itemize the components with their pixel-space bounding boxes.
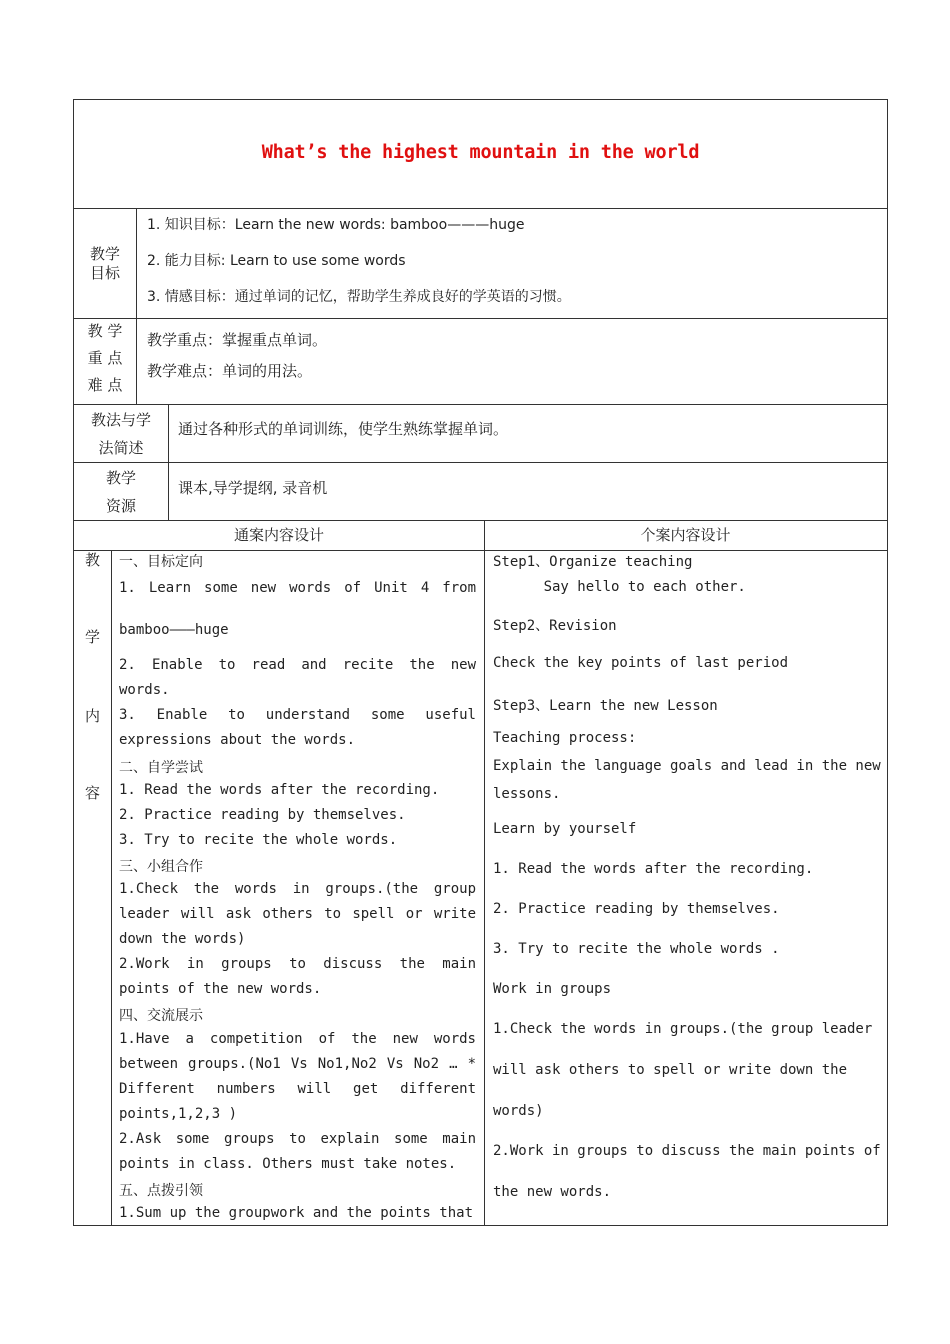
individual-line: Step3、Learn the new Lesson (493, 698, 718, 714)
key-points-label-line: 教 学 (87, 322, 123, 340)
content-label-char: 教 (84, 551, 100, 569)
goal-knowledge-text: 1. 知识目标：Learn the new words: bamboo———huge (147, 217, 525, 233)
row-divider (74, 462, 887, 463)
individual-line: 2. Practice reading by themselves. (493, 901, 780, 917)
common-line: leader will ask others to spell or write (119, 906, 476, 922)
individual-line: Learn by yourself (493, 821, 637, 837)
methods-label-line: 法简述 (98, 439, 144, 457)
common-line: points,1,2,3 ) (119, 1106, 238, 1122)
individual-design-header: 个案内容设计 (640, 526, 731, 544)
common-line: 2. Enable to read and recite the new (119, 657, 476, 673)
common-line: expressions about the words. (119, 732, 356, 748)
individual-line: the new words. (493, 1184, 612, 1200)
col-divider (484, 520, 485, 1226)
col-divider (168, 404, 169, 520)
common-line: points of the new words. (119, 981, 322, 997)
common-line: words. (119, 682, 170, 698)
methods-label-line: 教法与学 (90, 411, 151, 429)
individual-line: 2.Work in groups to discuss the main points of (493, 1143, 881, 1159)
col-divider (111, 550, 112, 1226)
individual-line: words) (493, 1103, 544, 1119)
resources-text: 课本,导学提纲, 录音机 (178, 479, 328, 497)
common-line: 2.Work in groups to discuss the main (119, 956, 476, 972)
common-line: between groups.(No1 Vs No1,No2 Vs No2 … * (119, 1056, 476, 1072)
common-line: 2.Ask some groups to explain some main (119, 1131, 476, 1147)
individual-line: Teaching process: (493, 730, 637, 746)
individual-line: Explain the language goals and lead in the new (493, 758, 881, 774)
resources-label (74, 462, 168, 520)
individual-line: Work in groups (493, 981, 612, 997)
col-divider (136, 208, 137, 318)
resources-label-line: 资源 (105, 497, 136, 515)
common-line: 1. Learn some new words of Unit 4 from (119, 580, 476, 596)
common-design-header: 通案内容设计 (233, 526, 324, 544)
common-line: Different numbers will get different (119, 1081, 476, 1097)
individual-line: Step2、Revision (493, 618, 617, 634)
common-line: 四、交流展示 (119, 1008, 203, 1024)
document-title: What’s the highest mountain in the world (261, 142, 700, 163)
common-line: 1.Check the words in groups.(the group (119, 881, 476, 897)
resources-label-line: 教学 (105, 469, 136, 487)
common-line: 二、自学尝试 (119, 760, 203, 776)
content-label-char: 学 (84, 628, 100, 646)
common-line: down the words) (119, 931, 246, 947)
key-point-difficulty: 教学难点：单词的用法。 (147, 362, 313, 380)
content-label-char: 内 (84, 707, 100, 725)
individual-line: 1. Read the words after the recording. (493, 861, 814, 877)
individual-line: lessons. (493, 786, 561, 802)
common-line: 五、点拨引领 (119, 1183, 203, 1199)
methods-label (74, 404, 168, 462)
goal-emotion-text: 3. 情感目标：通过单词的记忆，帮助学生养成良好的学英语的习惯。 (147, 289, 571, 305)
lesson-plan-table (73, 99, 888, 1226)
goal-knowledge (147, 214, 524, 234)
individual-line: Step1、Organize teaching (493, 554, 693, 570)
individual-line: 3. Try to recite the whole words . (493, 941, 780, 957)
common-line: 3. Enable to understand some useful (119, 707, 476, 723)
key-point-focus: 教学重点：掌握重点单词。 (147, 331, 328, 349)
common-line: points in class. Others must take notes. (119, 1156, 457, 1172)
individual-line: 1.Check the words in groups.(the group leader (493, 1021, 873, 1037)
goal-emotion (147, 286, 571, 306)
row-divider (74, 208, 887, 209)
key-points-label-line: 重 点 (87, 349, 123, 367)
common-line: 1. Read the words after the recording. (119, 782, 440, 798)
common-line: 1.Sum up the groupwork and the points that (119, 1205, 474, 1221)
common-line: bamboo———huge (119, 622, 229, 638)
content-label-char: 容 (84, 784, 100, 802)
row-divider (74, 318, 887, 319)
common-line: 3. Try to recite the whole words. (119, 832, 398, 848)
key-points-label-line: 难 点 (87, 376, 123, 394)
common-line: 一、目标定向 (119, 554, 203, 570)
goals-label-text: 教学目标 (89, 245, 120, 282)
row-divider (74, 404, 887, 405)
methods-text: 通过各种形式的单词训练，使学生熟练掌握单词。 (178, 420, 509, 438)
goal-ability-text: 2. 能力目标: Learn to use some words (147, 253, 406, 269)
common-line: 1.Have a competition of the new words (119, 1031, 476, 1047)
goals-label (74, 245, 136, 283)
individual-line: Say hello to each other. (493, 579, 746, 595)
goal-ability (147, 250, 406, 270)
col-divider (136, 318, 137, 404)
individual-line: Check the key points of last period (493, 655, 789, 671)
common-line: 三、小组合作 (119, 859, 203, 875)
individual-line: will ask others to spell or write down the (493, 1062, 848, 1078)
common-line: 2. Practice reading by themselves. (119, 807, 406, 823)
key-points-label (74, 318, 136, 399)
